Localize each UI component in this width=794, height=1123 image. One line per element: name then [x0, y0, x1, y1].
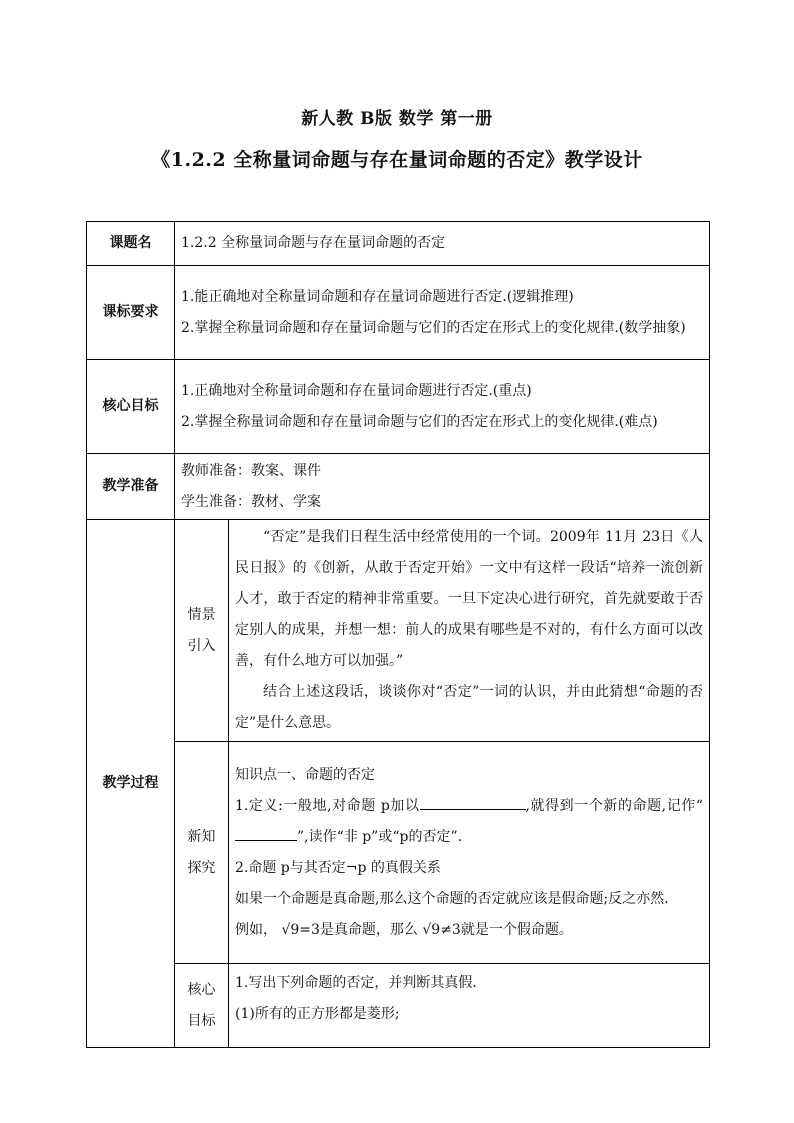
intro-row	[87, 520, 710, 742]
definition-text: 1.定义:一般地,对命题 p加以 ,就得到一个新的命题,记作“”,读作“非 p”或“p的否定”.	[235, 791, 703, 853]
intro-paragraph-1: “否定”是我们日程生活中经常使用的一个词。2009年 11月 23日《人民日报》的《创新，从敢于否定开始》一文中有这样一段话“培养一流创新人才，敢于否定的精神非常重要。一旦下定决心进行研究，首先就要敢于否定别人的成果，并想一想：前人的成果有哪些是不对的，有什么方面可以改善，有什么地方可以加强。”	[235, 529, 704, 669]
preparation-content	[175, 454, 710, 520]
preparation-label: 教学准备	[87, 454, 175, 520]
explore-row	[87, 742, 710, 964]
core-row	[87, 964, 710, 1048]
core-goal-item-1: 1.正确地对全称量词命题和存在量词命题进行否定.(重点)	[181, 382, 532, 399]
preparation-row	[87, 454, 710, 520]
explore-label: 新知 探究	[175, 742, 229, 964]
document-title: 新人教 B版 数学 第一册	[301, 109, 493, 129]
fill-blank	[235, 824, 297, 841]
curriculum-item-2: 2.掌握全称量词命题和存在量词命题与它们的否定在形式上的变化规律.(数学抽象)	[181, 319, 686, 336]
truth-relation-text: 如果一个命题是真命题,那么这个命题的否定就应该是假命题;反之亦然.	[235, 890, 669, 907]
exercise-item-1: (1)所有的正方形都是菱形;	[235, 1006, 400, 1022]
teacher-preparation: 教师准备：教案、课件	[181, 462, 321, 479]
core-goal-item-2: 2.掌握全称量词命题和存在量词命题与它们的否定在形式上的变化规律.(难点)	[181, 413, 658, 430]
curriculum-item-1: 1.能正确地对全称量词命题和存在量词命题进行否定.(逻辑推理)	[181, 288, 574, 305]
fill-blank	[420, 793, 526, 810]
lesson-plan-table	[86, 221, 710, 1048]
exercise-instruction: 1.写出下列命题的否定，并判断其真假.	[235, 975, 477, 991]
topic-label: 课题名	[87, 222, 175, 266]
core-label: 核心 目标	[175, 964, 229, 1048]
core-goal-row	[87, 360, 710, 454]
curriculum-label: 课标要求	[87, 266, 175, 360]
core-goal-content	[175, 360, 710, 454]
core-goal-label: 核心目标	[87, 360, 175, 454]
topic-value: 1.2.2 全称量词命题与存在量词命题的否定	[175, 222, 710, 266]
explore-heading: 知识点一、命题的否定	[235, 766, 375, 783]
document-subtitle: 《1.2.2 全称量词命题与存在量词命题的否定》教学设计	[151, 149, 643, 171]
intro-content	[229, 520, 710, 742]
example-text: 例如， √9=3是真命题，那么 √9≠3就是一个假命题。	[235, 921, 573, 938]
curriculum-content	[175, 266, 710, 360]
process-label: 教学过程	[87, 520, 175, 1048]
student-preparation: 学生准备：教材、学案	[181, 493, 321, 510]
truth-relation-heading: 2.命题 p与其否定¬p 的真假关系	[235, 859, 441, 876]
intro-label: 情景 引入	[175, 520, 229, 742]
curriculum-row	[87, 266, 710, 360]
core-content	[229, 964, 710, 1048]
topic-row	[87, 222, 710, 266]
explore-content	[229, 742, 710, 964]
intro-paragraph-2: 结合上述这段话，谈谈你对“否定”一词的认识，并由此猜想“命题的否定”是什么意思。	[235, 684, 704, 731]
